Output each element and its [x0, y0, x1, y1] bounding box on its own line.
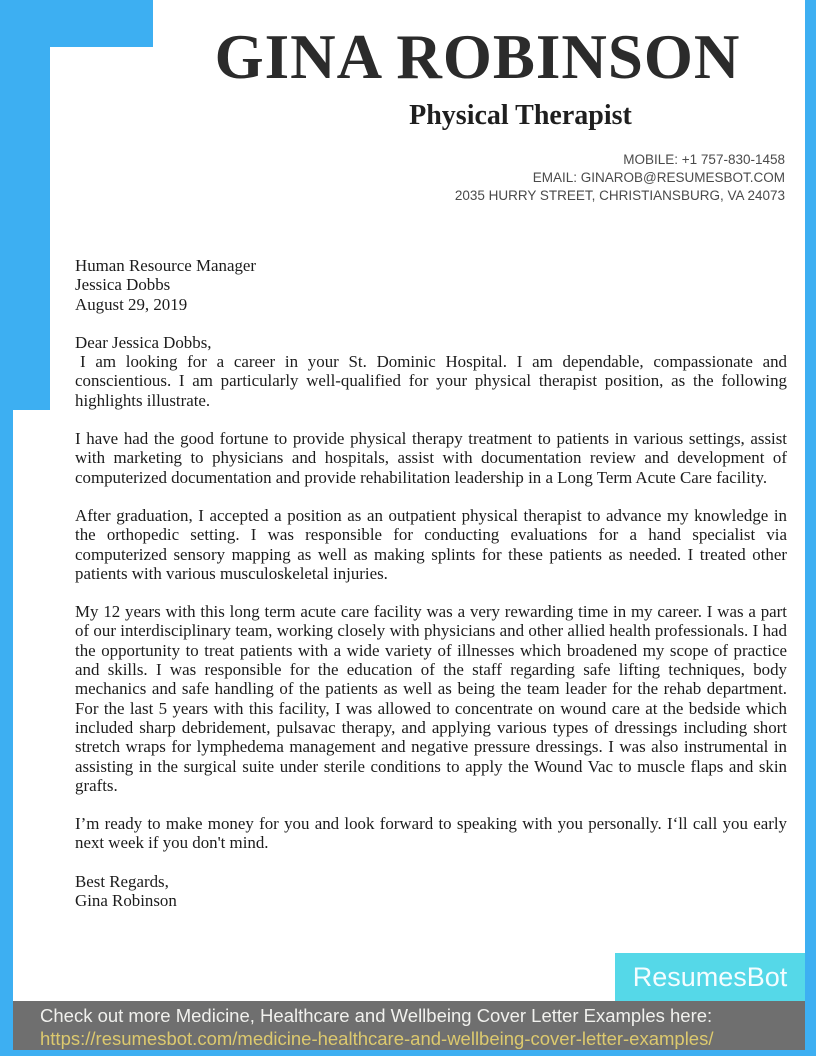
frame-bottom-bar [0, 1050, 816, 1056]
resumesbot-badge: ResumesBot [615, 953, 805, 1001]
letter-date: August 29, 2019 [75, 294, 188, 314]
salutation: Dear Jessica Dobbs, [75, 332, 212, 352]
candidate-name: GINA ROBINSON [214, 22, 741, 92]
contact-info [455, 151, 785, 205]
signature-name: Gina Robinson [75, 891, 177, 911]
salutation-block [75, 333, 787, 410]
letter-paragraph: I’m ready to make money for you and look forward to speaking with you personally. I‘ll call you early next week if you don't mind. [75, 814, 787, 853]
footer-bar [13, 1001, 805, 1050]
job-title: Physical Therapist [409, 100, 632, 131]
footer-examples-link[interactable]: https://resumesbot.com/medicine-healthcare-and-wellbeing-cover-letter-examples/ [40, 1028, 714, 1049]
frame-left-thin-bar [0, 410, 13, 1056]
letter-paragraph: My 12 years with this long term acute care facility was a very rewarding time in my career. I was a part of our interdisciplinary team, working closely with physicians and other allied health professionals. I had the opportunity to treat patients with a wide variety of illnesses which broadened my scope of practice and skills. I was responsible for the education of the staff regarding safe lifting techniques, body mechanics and safe handling of the patients as well as being the team leader for the rehab department. For the last 5 years with this facility, I was allowed to concentrate on wound care at the bedside which included sharp debridement, pulsavac therapy, and applying various types of dressings including short stretch wraps for lymphedema management and negative pressure dressings. I was also instrumental in assisting in the surgical suite under sterile conditions to apply the Wound Vac to muscle flaps and skin grafts. [75, 602, 787, 795]
letter-paragraph: After graduation, I accepted a position as an outpatient physical therapist to advance my knowledge in the orthopedic setting. I was responsible for conducting evaluations for a hand specialist via computerized sensory mapping as well as making splints for these patients as needed. I treated other patients with various musculoskeletal injuries. [75, 505, 787, 583]
closing-block [75, 872, 787, 911]
contact-email: EMAIL: GINAROB@RESUMESBOT.COM [532, 170, 785, 185]
frame-left-wide-bar [0, 0, 50, 410]
recipient-block [75, 256, 787, 314]
contact-mobile: MOBILE: +1 757-830-1458 [623, 152, 785, 167]
letter-paragraph: I am looking for a career in your St. Dominic Hospital. I am dependable, compassionate and conscientious. I am particularly well-qualified for your physical therapist position, as the following highlights illustrate. [75, 352, 787, 410]
recipient-line: Jessica Dobbs [75, 275, 171, 295]
letter-paragraph: I have had the good fortune to provide physical therapy treatment to patients in various settings, assist with marketing to physicians and hospitals, assist with documentation review and development of computerized documentation and provide rehabilitation leadership in a Long Term Acute Care facility. [75, 429, 787, 487]
closing-phrase: Best Regards, [75, 871, 169, 891]
contact-address: 2035 HURRY STREET, CHRISTIANSBURG, VA 24073 [454, 188, 785, 203]
footer-message: Check out more Medicine, Healthcare and Wellbeing Cover Letter Examples here: [40, 1005, 713, 1026]
letter-body [75, 256, 787, 910]
document-header [150, 22, 805, 131]
frame-right-bar [805, 0, 816, 1056]
recipient-line: Human Resource Manager [75, 256, 257, 275]
